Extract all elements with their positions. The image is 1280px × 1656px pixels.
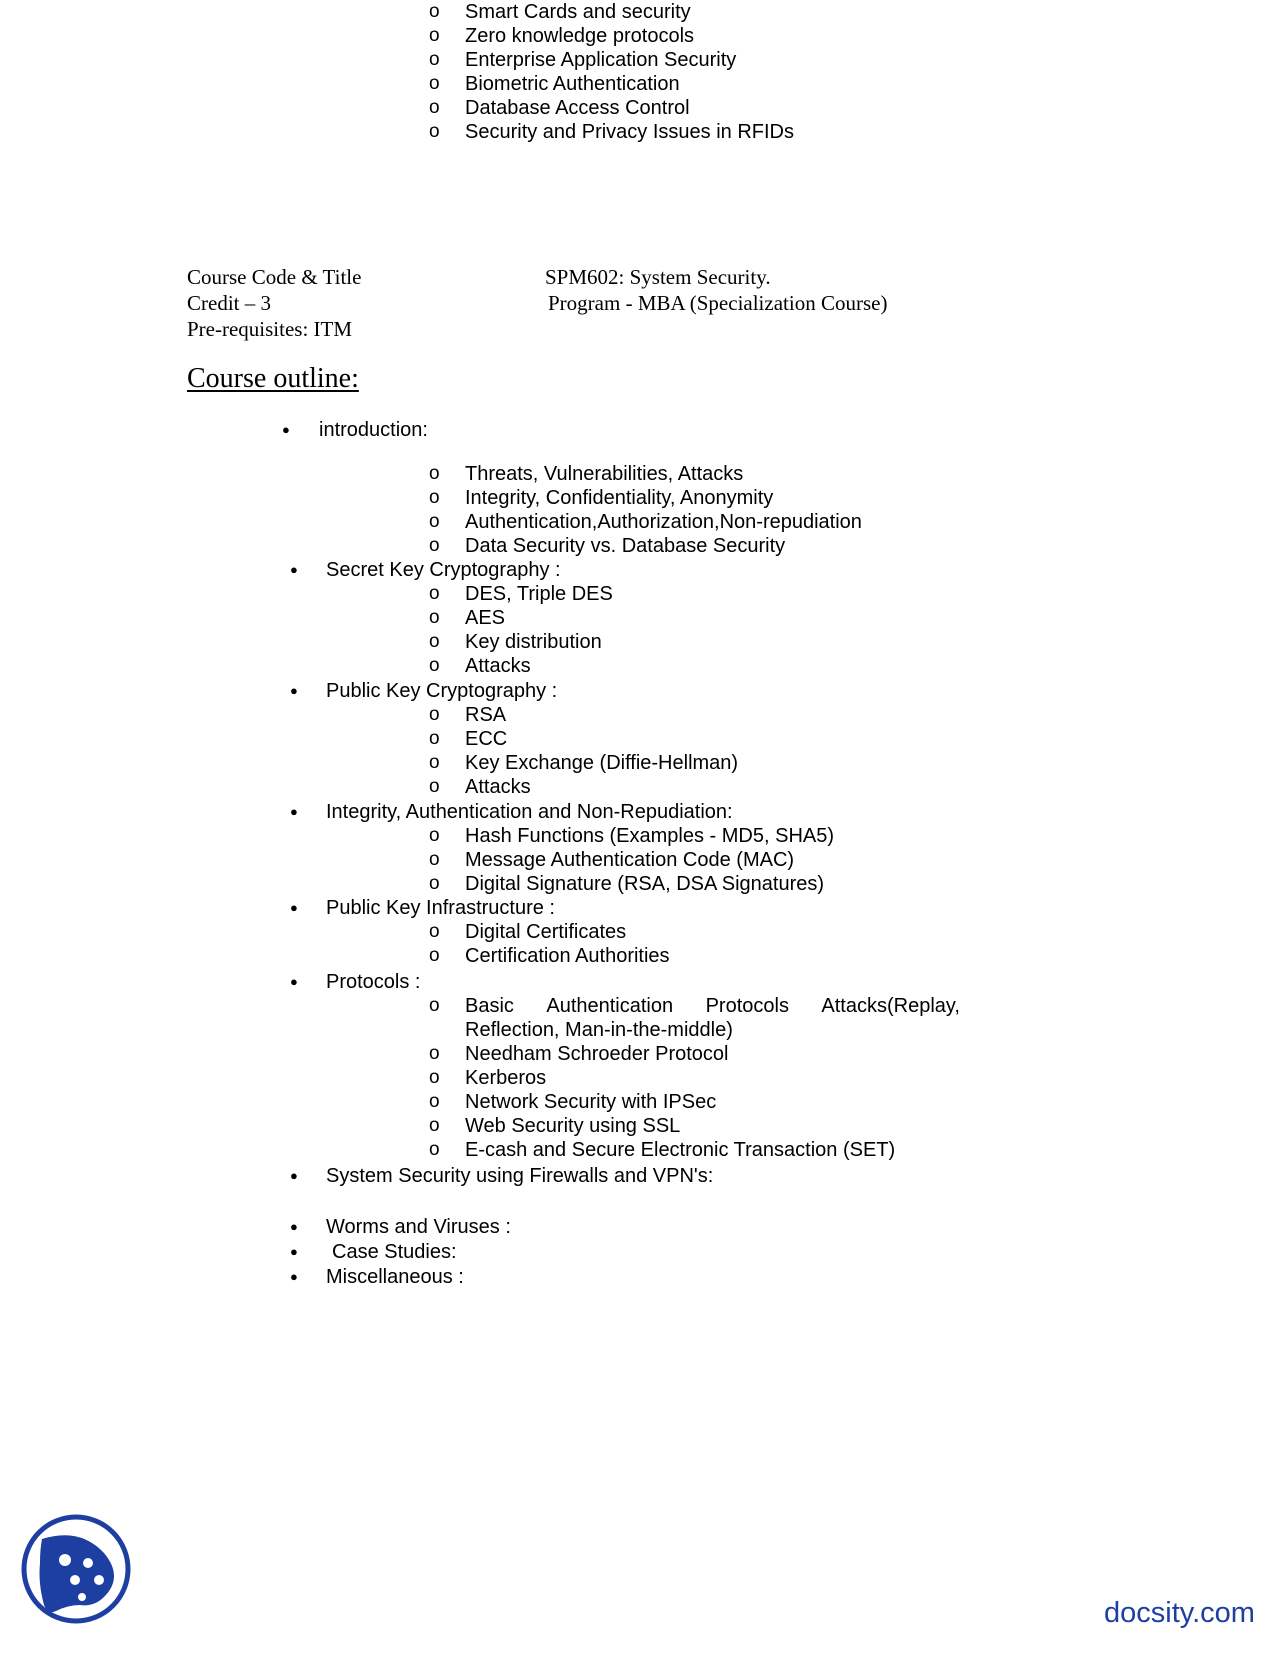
sub-bullet-marker: o (429, 825, 440, 846)
sub-bullet-marker: o (429, 487, 440, 508)
section-title: Public Key Cryptography : (326, 680, 558, 702)
sub-item: Smart Cards and security (465, 1, 691, 23)
section-title: Worms and Viruses : (326, 1216, 511, 1238)
program-text: Program - MBA (Specialization Course) (548, 291, 888, 315)
sub-item: Threats, Vulnerabilities, Attacks (465, 463, 744, 485)
sub-item: AES (465, 607, 506, 629)
sub-item: E-cash and Secure Electronic Transaction (SET) (465, 1139, 896, 1161)
section-title: Protocols : (326, 971, 421, 993)
sub-item-word: Basic (465, 995, 514, 1017)
sub-item: Network Security with IPSec (465, 1091, 717, 1113)
sub-bullet-marker: o (429, 945, 440, 966)
sub-item: Needham Schroeder Protocol (465, 1043, 729, 1065)
docsity-brand-text[interactable]: docsity.com (1104, 1597, 1255, 1629)
sub-bullet-marker: o (429, 1, 440, 22)
sub-item-justified (465, 994, 960, 1018)
sub-item: Key distribution (465, 631, 602, 653)
bullet-marker: ● (290, 562, 298, 577)
prerequisites-text: Pre-requisites: ITM (187, 317, 353, 341)
sub-item-word: Authentication (546, 995, 674, 1017)
sub-item: RSA (465, 704, 507, 726)
sub-item: Security and Privacy Issues in RFIDs (465, 121, 794, 143)
section-title: Secret Key Cryptography : (326, 559, 561, 581)
section-title: Case Studies: (332, 1241, 457, 1263)
sub-bullet-marker: o (429, 655, 440, 676)
section-title: System Security using Firewalls and VPN's: (326, 1165, 714, 1187)
sub-item: Web Security using SSL (465, 1115, 681, 1137)
bullet-marker: ● (290, 1219, 298, 1234)
course-outline-heading: Course outline: (187, 363, 359, 394)
sub-bullet-marker: o (429, 776, 440, 797)
sub-item: ECC (465, 728, 508, 750)
course-code-value: SPM602: System Security. (545, 265, 771, 289)
sub-item: Digital Certificates (465, 921, 627, 943)
sub-bullet-marker: o (429, 535, 440, 556)
sub-item: Hash Functions (Examples - MD5, SHA5) (465, 825, 835, 847)
sub-bullet-marker: o (429, 1139, 440, 1160)
credit-text: Credit – 3 (187, 291, 271, 315)
sub-bullet-marker: o (429, 511, 440, 532)
sub-bullet-marker: o (429, 97, 440, 118)
bullet-marker: ● (290, 1168, 298, 1183)
sub-item: Authentication,Authorization,Non-repudiation (465, 511, 862, 533)
sub-bullet-marker: o (429, 631, 440, 652)
sub-item: Attacks (465, 776, 531, 798)
sub-item-word: Attacks(Replay, (821, 995, 960, 1017)
section-title: Miscellaneous : (326, 1266, 464, 1288)
bullet-marker: ● (282, 422, 290, 437)
sub-bullet-marker: o (429, 1043, 440, 1064)
section-title: introduction: (319, 419, 428, 441)
sub-item: Message Authentication Code (MAC) (465, 849, 795, 871)
sub-item: Integrity, Confidentiality, Anonymity (465, 487, 774, 509)
sub-item: Enterprise Application Security (465, 49, 737, 71)
sub-bullet-marker: o (429, 1091, 440, 1112)
sub-item-word: Protocols (705, 995, 789, 1017)
sub-bullet-marker: o (429, 728, 440, 749)
sub-item: Biometric Authentication (465, 73, 680, 95)
sub-item: Key Exchange (Diffie-Hellman) (465, 752, 739, 774)
sub-bullet-marker: o (429, 921, 440, 942)
sub-bullet-marker: o (429, 849, 440, 870)
section-title: Public Key Infrastructure : (326, 897, 555, 919)
sub-bullet-marker: o (429, 25, 440, 46)
sub-bullet-marker: o (429, 1067, 440, 1088)
sub-bullet-marker: o (429, 1115, 440, 1136)
sub-bullet-marker: o (429, 463, 440, 484)
docsity-logo-icon (20, 1513, 132, 1625)
sub-bullet-marker: o (429, 121, 440, 142)
sub-bullet-marker: o (429, 873, 440, 894)
course-code-label: Course Code & Title (187, 265, 362, 289)
bullet-marker: ● (290, 683, 298, 698)
bullet-marker: ● (290, 974, 298, 989)
sub-item: DES, Triple DES (465, 583, 613, 605)
bullet-marker: ● (290, 1269, 298, 1284)
sub-item: Data Security vs. Database Security (465, 535, 786, 557)
sub-item: Attacks (465, 655, 531, 677)
sub-bullet-marker: o (429, 49, 440, 70)
sub-item: Digital Signature (RSA, DSA Signatures) (465, 873, 825, 895)
sub-bullet-marker: o (429, 73, 440, 94)
sub-item: Certification Authorities (465, 945, 670, 967)
sub-bullet-marker: o (429, 995, 440, 1016)
sub-item: Database Access Control (465, 97, 690, 119)
sub-item-continuation: Reflection, Man-in-the-middle) (465, 1019, 733, 1041)
sub-bullet-marker: o (429, 583, 440, 604)
sub-item: Zero knowledge protocols (465, 25, 695, 47)
section-title: Integrity, Authentication and Non-Repudiation: (326, 801, 733, 823)
bullet-marker: ● (290, 900, 298, 915)
bullet-marker: ● (290, 804, 298, 819)
sub-bullet-marker: o (429, 752, 440, 773)
sub-bullet-marker: o (429, 607, 440, 628)
sub-item: Kerberos (465, 1067, 547, 1089)
sub-bullet-marker: o (429, 704, 440, 725)
bullet-marker: ● (290, 1244, 298, 1259)
